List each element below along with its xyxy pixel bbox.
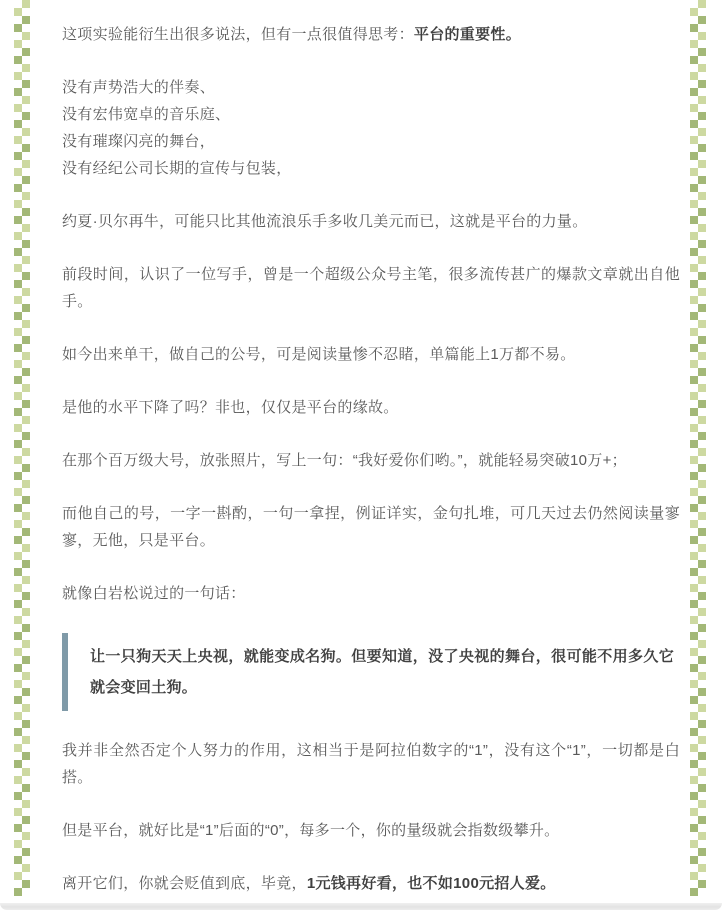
verse-line: 没有经纪公司长期的宣传与包装， — [62, 160, 292, 177]
paragraph-own-account: 而他自己的号，一字一斟酌，一句一拿捏，例证详实，金句扎堆，可几天过去仍然阅读量寥寥，无他，只是平台。 — [62, 505, 680, 549]
paragraph-text: 这项实验能衍生出很多说法，但有一点很值得思考： — [62, 26, 414, 43]
verse-line: 没有宏伟宽卓的音乐庭、 — [62, 106, 231, 123]
paragraph-devalue — [62, 870, 680, 897]
paragraph-writer-intro: 前段时间，认识了一位写手，曾是一个超级公众号主笔，很多流传甚广的爆款文章就出自他手。 — [62, 266, 680, 310]
bold-text: 平台的重要性。 — [413, 26, 522, 43]
verse-no-accompaniment — [62, 74, 680, 182]
verse-line: 没有璀璨闪亮的舞台， — [62, 133, 216, 150]
paragraph-text: 离开它们，你就会贬值到底，毕竟， — [62, 875, 307, 892]
quote-block: 让一只狗天天上央视，就能变成名狗。但要知道，没了央视的舞台，很可能不用多久它就会变回土狗。 — [62, 633, 680, 711]
paragraph-zeros: 但是平台，就好比是“1”后面的“0”，每多一个，你的量级就会指数级攀升。 — [62, 822, 560, 839]
paragraph-joshua-bell: 约夏·贝尔再牛，可能只比其他流浪乐手多收几美元而已，这就是平台的力量。 — [62, 213, 588, 230]
paragraph-big-account: 在那个百万级大号，放张照片，写上一句：“我好爱你们哟。”，就能轻易突破10万+； — [62, 452, 627, 469]
paragraph-platform-importance — [62, 21, 680, 48]
paragraph-arabic-one: 我并非全然否定个人努力的作用，这相当于是阿拉伯数字的“1”，没有这个“1”，一切都是白搭。 — [62, 742, 680, 786]
paragraph-baiyansong-lead: 就像白岩松说过的一句话： — [62, 585, 246, 602]
paragraph-not-skill: 是他的水平下降了吗？非也，仅仅是平台的缘故。 — [62, 399, 399, 416]
article-content — [62, 21, 680, 923]
paragraph-solo-account: 如今出来单干，做自己的公号，可是阅读量惨不忍睹，单篇能上1万都不易。 — [62, 346, 576, 363]
left-checker-border — [14, 0, 30, 896]
bottom-divider — [0, 903, 722, 910]
bold-text: 1元钱再好看，也不如100元招人爱。 — [306, 875, 556, 892]
verse-line: 没有声势浩大的伴奏、 — [62, 79, 216, 96]
right-checker-border — [690, 0, 706, 896]
